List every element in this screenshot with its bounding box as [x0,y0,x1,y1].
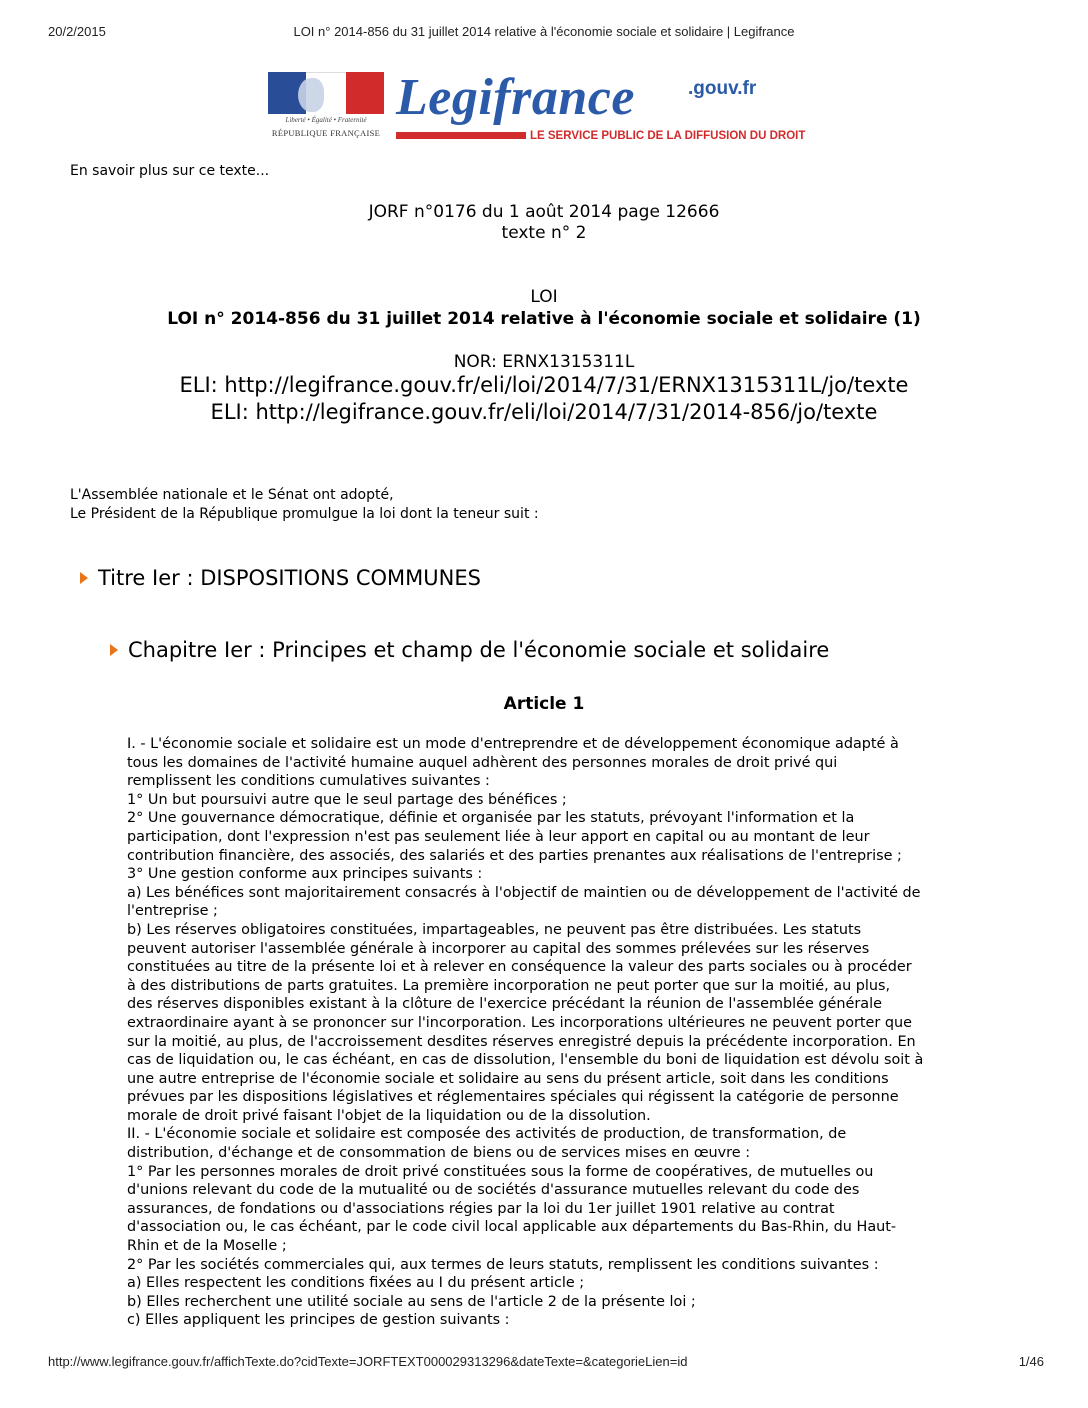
article-line: l'entreprise ; [127,903,218,920]
chapitre-label: Chapitre Ier : Principes et champ de l'économie sociale et solidaire [128,638,830,662]
print-date: 20/2/2015 [48,24,106,39]
article-line: constituées au titre de la présente loi et à relever en conséquence la valeur des parts sociales ou à procéder [127,959,912,976]
legifrance-wordmark: Legifrance [396,69,635,126]
republic-motto: Liberté • Égalité • Fraternité [285,116,367,124]
en-savoir-plus-link[interactable]: En savoir plus sur ce texte... [70,163,270,179]
article-line: 1° Par les personnes morales de droit privé constituées sous la forme de coopératives, de mutuelles ou [127,1163,874,1180]
republique-francaise-label: RÉPUBLIQUE FRANÇAISE [271,128,381,138]
expand-arrow-icon [110,644,118,656]
preamble [70,486,539,524]
loi-title: LOI n° 2014-856 du 31 juillet 2014 relative à l'économie sociale et solidaire (1) [167,309,921,329]
article-line: b) Elles recherchent une utilité sociale au sens de l'article 2 de la présente loi ; [127,1293,696,1310]
article-line: d'association ou, le cas échéant, par le code civil local applicable aux départements du Bas-Rhin, du Haut- [127,1219,897,1236]
eli-link-2[interactable]: ELI: http://legifrance.gouv.fr/eli/loi/2014/7/31/2014-856/jo/texte [210,400,878,424]
article-body [127,735,1027,1330]
article-line: remplissent les conditions cumulatives suivantes : [127,773,490,790]
titre-label: Titre Ier : DISPOSITIONS COMMUNES [98,566,481,590]
loi-label: LOI [530,287,558,307]
print-page-title: LOI n° 2014-856 du 31 juillet 2014 relative à l'économie sociale et solidaire | Legifrance [293,24,795,39]
article-line: participation, dont l'expression n'est pas seulement liée à leur apport en capital ou au montant de leur [127,828,870,845]
article-line: des réserves disponibles existant à la clôture de l'exercice précédant la réunion de l'assemblée générale [127,996,882,1013]
article-line: 3° Une gestion conforme aux principes suivants : [127,866,483,883]
article-line: à des distributions de parts gratuites. La première incorporation ne peut porter que sur la moitié, au plus, [127,977,891,994]
article-heading: Article 1 [503,694,585,714]
titre-heading[interactable] [80,566,481,590]
marianne-profile-icon [298,78,324,112]
article-line: 1° Un but poursuivi autre que le seul partage des bénéfices ; [127,791,567,808]
article-line: tous les domaines de l'activité humaine auquel adhèrent des personnes morales de droit privé qui [127,754,838,771]
marianne-logo [268,72,384,144]
preamble-line: Le Président de la République promulgue la loi dont la teneur suit : [70,506,539,522]
article-line: Rhin et de la Moselle ; [127,1238,287,1255]
gouv-fr-suffix: .gouv.fr [688,78,757,99]
logo-tagline: LE SERVICE PUBLIC DE LA DIFFUSION DU DROIT [530,130,806,142]
jorf-line: JORF n°0176 du 1 août 2014 page 12666 [368,202,720,222]
article-line: II. - L'économie sociale et solidaire est composée des activités de production, de transformation, de [127,1126,847,1143]
logo-red-bar [396,132,526,139]
article-line: b) Les réserves obligatoires constituées, impartageables, ne peuvent pas être distribuées. Les statuts [127,921,862,938]
article-line: 2° Une gouvernance démocratique, définie et organisée par les statuts, prévoyant l'information et la [127,810,855,827]
article-line: sur la moitié, au plus, de l'accroissement desdites réserves enregistré depuis la précédente incorporation. En [127,1033,916,1050]
article-line: morale de droit privé faisant l'objet de la liquidation ou de la dissolution. [127,1107,651,1124]
chapitre-heading[interactable] [110,638,829,662]
article-line: distribution, d'échange et de consommation de biens ou de services mises en œuvre : [127,1145,751,1162]
texte-number: texte n° 2 [501,223,587,243]
article-line: cas de liquidation ou, le cas échéant, en cas de dissolution, l'ensemble du boni de liquidation est dévolu soit à [127,1052,924,1069]
expand-arrow-icon [80,572,88,584]
article-line: I. - L'économie sociale et solidaire est un mode d'entreprendre et de développement économique adapté à [127,736,899,752]
article-line: peuvent autoriser l'assemblée générale à incorporer au capital des sommes prélevées sur les réserves [127,940,870,957]
article-line: contribution financière, des associés, des salariés et des parties prenantes aux réalisations de l'entreprise ; [127,847,902,864]
eli-link-1[interactable]: ELI: http://legifrance.gouv.fr/eli/loi/2014/7/31/ERNX1315311L/jo/texte [179,373,909,397]
preamble-line: L'Assemblée nationale et le Sénat ont adopté, [70,487,394,503]
jorf-reference [0,202,1088,244]
article-line: assurances, de fondations ou d'associations régies par la loi du 1er juillet 1901 relative au contrat [127,1200,835,1217]
print-url: http://www.legifrance.gouv.fr/affichTexte.do?cidTexte=JORFTEXT000029313296&dateTexte=&categorieLien=id [48,1354,688,1369]
article-line: 2° Par les sociétés commerciales qui, aux termes de leurs statuts, remplissent les conditions suivantes : [127,1256,879,1273]
article-line: c) Elles appliquent les principes de gestion suivants : [127,1312,510,1329]
nor-reference: NOR: ERNX1315311L [453,352,635,372]
article-line: a) Les bénéfices sont majoritairement consacrés à l'objectif de maintien ou de développement de l'activité de [127,884,921,901]
legifrance-logo[interactable] [268,69,828,144]
article-line: d'unions relevant du code de la mutualité ou de sociétés d'assurance mutuelles relevant du code des [127,1182,860,1199]
article-line: prévues par les dispositions législatives et réglementaires spéciales qui régissent la catégorie de personne [127,1089,899,1106]
article-line: une autre entreprise de l'économie sociale et solidaire au sens du présent article, soit dans les conditions [127,1070,889,1087]
page-number: 1/46 [1018,1354,1044,1369]
article-line: a) Elles respectent les conditions fixées au I du présent article ; [127,1275,585,1292]
article-line: extraordinaire ayant à se prononcer sur l'incorporation. Les incorporations ultérieures ne peuvent porter que [127,1014,913,1031]
